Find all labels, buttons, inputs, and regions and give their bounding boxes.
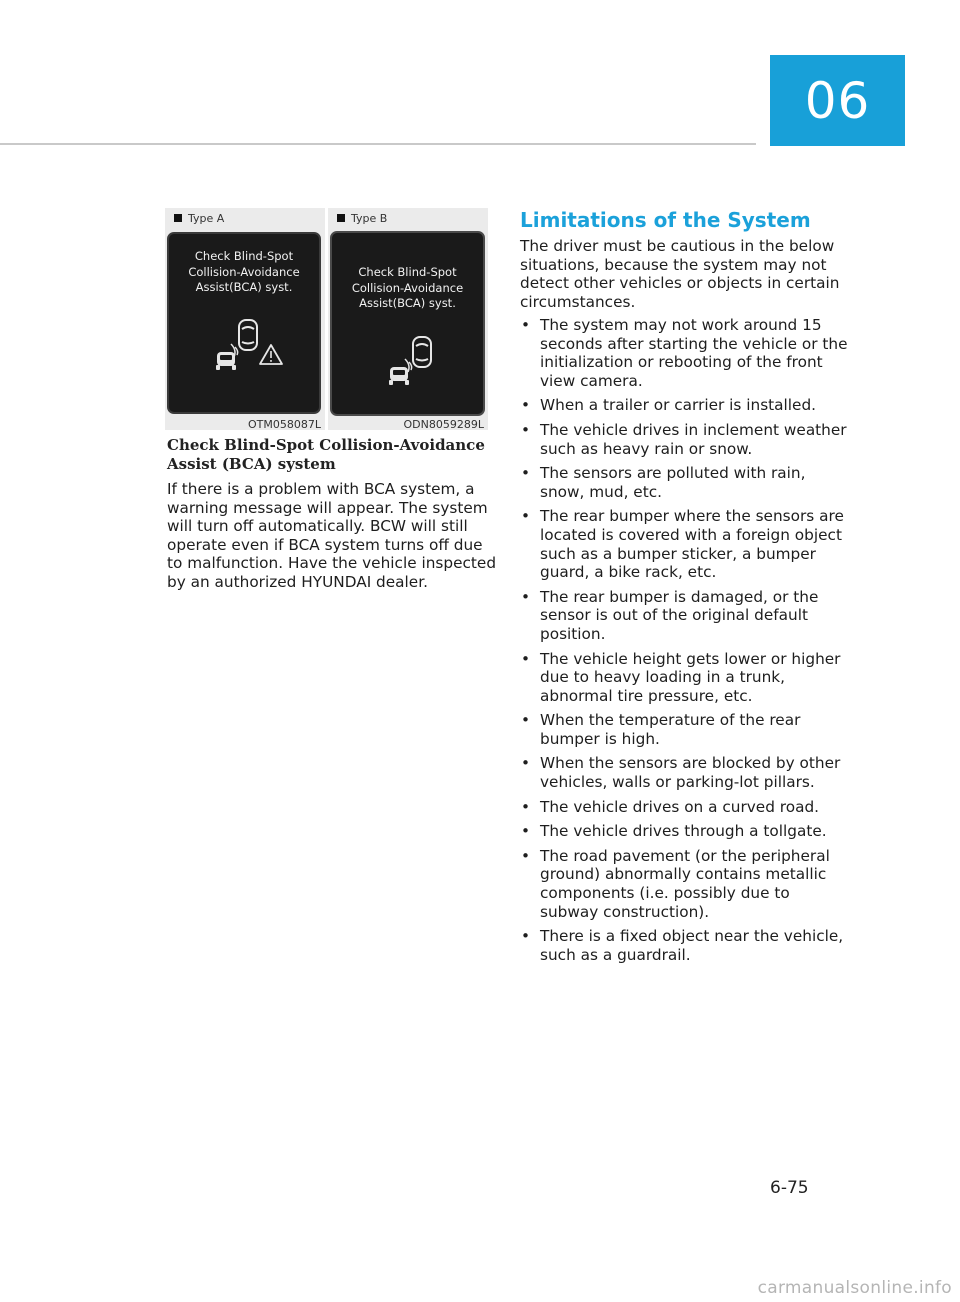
list-item <box>520 798 850 817</box>
list-item <box>520 711 850 748</box>
bullet-icon: • <box>521 822 531 841</box>
page-number: 6-75 <box>770 1178 809 1198</box>
list-item <box>520 464 850 501</box>
bullet-icon: • <box>521 797 531 816</box>
type-b-label <box>337 212 387 225</box>
list-item-text: When the temperature of the rear bumper is high. <box>540 711 801 748</box>
list-item <box>520 396 850 415</box>
list-item <box>520 822 850 841</box>
chapter-tab: 06 <box>770 55 905 146</box>
message-line: Assist(BCA) syst. <box>359 296 456 310</box>
bullet-icon: • <box>521 927 531 946</box>
warning-triangle-icon <box>260 345 282 364</box>
image-code-a: OTM058087L <box>248 418 321 431</box>
bullet-icon: • <box>521 464 531 483</box>
section-heading-bca: Check Blind-Spot Collision-Avoidance Assist (BCA) system <box>167 436 485 473</box>
cluster-display-a <box>167 232 321 414</box>
header-rule <box>0 143 756 145</box>
limitations-list <box>520 316 850 970</box>
blind-spot-illustration-a <box>169 234 319 412</box>
list-item-text: The vehicle drives on a curved road. <box>540 797 820 816</box>
bullet-icon: • <box>521 420 531 439</box>
bullet-icon: • <box>521 846 531 865</box>
ego-car-icon <box>239 320 257 350</box>
list-item-text: When a trailer or carrier is installed. <box>540 396 817 415</box>
list-item <box>520 316 850 390</box>
bullet-icon: • <box>521 711 531 730</box>
type-b-label-text: Type B <box>351 212 388 225</box>
list-item <box>520 754 850 791</box>
section-title-limitations: Limitations of the System <box>520 208 811 232</box>
rear-car-icon <box>216 352 236 370</box>
rear-car-icon <box>389 367 409 385</box>
watermark: carmanualsonline.info <box>757 1278 952 1298</box>
figure-type-b <box>328 208 488 430</box>
message-line: Assist(BCA) syst. <box>195 280 293 294</box>
list-item-text: The road pavement (or the peripheral ground) abnormally contains metallic components (i.e. possibly due to subway construction). <box>540 846 830 921</box>
bullet-icon: • <box>521 316 531 334</box>
type-a-label <box>174 212 224 225</box>
list-item-text: The vehicle drives in inclement weather such as heavy rain or snow. <box>540 420 847 458</box>
square-bullet-icon <box>174 214 182 222</box>
type-a-label-text: Type A <box>188 212 225 225</box>
list-item <box>520 588 850 644</box>
image-code-b: ODN8059289L <box>403 418 484 431</box>
bullet-icon: • <box>521 649 531 668</box>
limitations-intro: The driver must be cautious in the below situations, because the system may not detect other vehicles or objects in certain circumstances. <box>520 237 840 311</box>
list-item <box>520 421 850 458</box>
cluster-display-b <box>330 231 485 416</box>
list-item-text: The vehicle drives through a tollgate. <box>540 822 827 841</box>
section-body-bca: If there is a problem with BCA system, a warning message will appear. The system will turn off automatically. BCW will still operate even if BCA system turns off due to malfunction. Have the vehicle inspected by an authorized HYUNDAI dealer. <box>167 480 497 591</box>
message-line: Collision-Avoidance <box>188 264 300 279</box>
bullet-icon: • <box>521 396 531 415</box>
message-line: Check Blind-Spot <box>358 265 457 279</box>
list-item-text: The rear bumper where the sensors are located is covered with a foreign object such as a bumper sticker, a bumper guard, a bike rack, etc. <box>540 507 844 582</box>
bullet-icon: • <box>521 507 531 526</box>
list-item-text: When the sensors are blocked by other vehicles, walls or parking-lot pillars. <box>540 754 841 792</box>
ego-car-icon <box>413 337 431 367</box>
list-item-text: The system may not work around 15 seconds after starting the vehicle or the initialization or rebooting of the front view camera. <box>540 316 848 390</box>
blind-spot-illustration-b <box>332 233 483 414</box>
list-item <box>520 650 850 706</box>
list-item <box>520 927 850 964</box>
bullet-icon: • <box>521 754 531 773</box>
list-item <box>520 507 850 581</box>
list-item <box>520 847 850 921</box>
message-line: Check Blind-Spot <box>194 249 294 263</box>
list-item-text: There is a fixed object near the vehicle, such as a guardrail. <box>540 927 844 964</box>
list-item-text: The rear bumper is damaged, or the sensor is out of the original default position. <box>540 587 819 643</box>
message-line: Collision-Avoidance <box>351 280 464 295</box>
list-item-text: The vehicle height gets lower or higher due to heavy loading in a trunk, abnormal tire pressure, etc. <box>540 649 841 705</box>
bullet-icon: • <box>521 587 531 606</box>
figure-type-a <box>165 208 325 430</box>
list-item-text: The sensors are polluted with rain, snow, mud, etc. <box>540 464 806 501</box>
square-bullet-icon <box>337 214 345 222</box>
